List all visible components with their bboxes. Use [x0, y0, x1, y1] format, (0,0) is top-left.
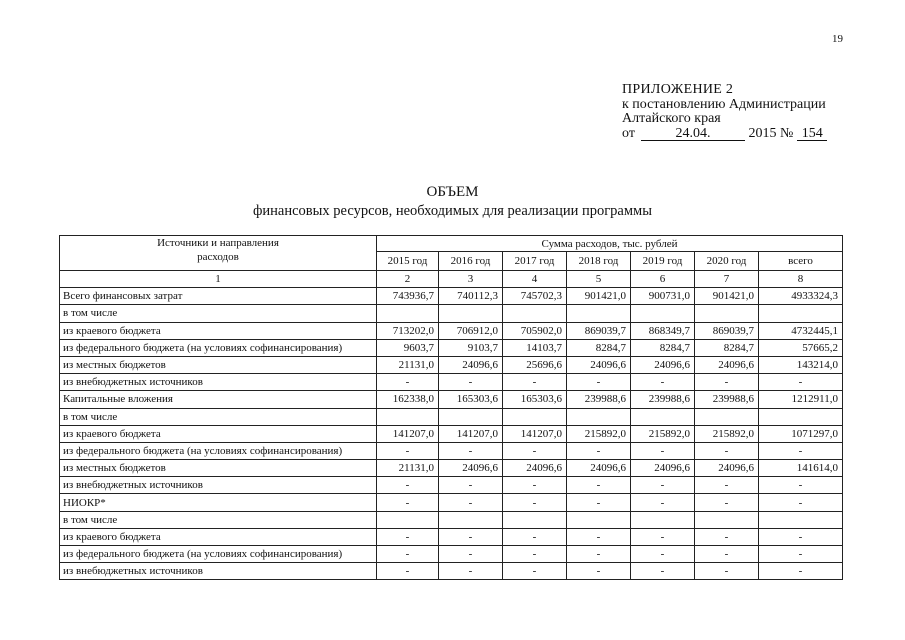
table-row	[60, 546, 843, 563]
table-cell: 24096,6	[439, 460, 503, 477]
table-cell: -	[631, 477, 695, 494]
decree-year: 2015	[748, 125, 777, 141]
appendix-heading: ПРИЛОЖЕНИЕ 2	[622, 82, 734, 97]
table-cell: 9603,7	[377, 339, 439, 356]
table-cell: 141207,0	[377, 425, 439, 442]
table-cell: 24096,6	[631, 356, 695, 373]
row-label: из внебюджетных источников	[60, 563, 377, 580]
table-cell: -	[567, 442, 631, 459]
table-cell: -	[439, 546, 503, 563]
table-cell: 705902,0	[503, 322, 567, 339]
table-cell: -	[631, 546, 695, 563]
row-label: из местных бюджетов	[60, 356, 377, 373]
table-cell: 869039,7	[567, 322, 631, 339]
table-row	[60, 408, 843, 425]
row-label: Капитальные вложения	[60, 391, 377, 408]
table-cell: 24096,6	[631, 460, 695, 477]
table-row	[60, 391, 843, 408]
table-cell	[695, 408, 759, 425]
table-cell: -	[503, 477, 567, 494]
table-row	[60, 288, 843, 305]
table-cell	[439, 511, 503, 528]
year-header: 2020 год	[695, 252, 759, 271]
row-label: Всего финансовых затрат	[60, 288, 377, 305]
table-cell: 21131,0	[377, 460, 439, 477]
document-title: ОБЪЕМ	[426, 184, 479, 200]
row-label: из федерального бюджета (на условиях софинансирования)	[60, 546, 377, 563]
year-header: 2018 год	[567, 252, 631, 271]
table-cell: -	[503, 494, 567, 511]
table-cell: -	[377, 494, 439, 511]
table-row	[60, 442, 843, 459]
table-cell: -	[631, 528, 695, 545]
table-row	[60, 563, 843, 580]
table-cell	[759, 305, 843, 322]
table-cell: -	[439, 494, 503, 511]
table-cell: 1071297,0	[759, 425, 843, 442]
table-cell: 141207,0	[503, 425, 567, 442]
table-row	[60, 322, 843, 339]
table-cell: -	[439, 563, 503, 580]
column-number: 1	[60, 271, 377, 288]
table-cell: 239988,6	[567, 391, 631, 408]
table-cell: 24096,6	[503, 460, 567, 477]
from-label: от	[622, 125, 635, 141]
row-label: в том числе	[60, 305, 377, 322]
table-row	[60, 477, 843, 494]
table-cell: -	[439, 374, 503, 391]
table-cell: 706912,0	[439, 322, 503, 339]
table-cell: 165303,6	[503, 391, 567, 408]
table-cell: -	[377, 546, 439, 563]
table-cell: 239988,6	[631, 391, 695, 408]
table-cell: -	[377, 374, 439, 391]
table-cell: 869039,7	[695, 322, 759, 339]
table-cell: -	[503, 546, 567, 563]
table-cell: -	[503, 563, 567, 580]
table-cell: 740112,3	[439, 288, 503, 305]
table-cell: -	[695, 477, 759, 494]
year-header: 2019 год	[631, 252, 695, 271]
table-cell: -	[567, 477, 631, 494]
table-cell: 141614,0	[759, 460, 843, 477]
table-cell: 901421,0	[695, 288, 759, 305]
table-cell	[503, 511, 567, 528]
table-cell: -	[695, 528, 759, 545]
header-row-1	[60, 236, 843, 252]
table-cell: -	[631, 563, 695, 580]
table-cell: 239988,6	[695, 391, 759, 408]
row-label: из внебюджетных источников	[60, 477, 377, 494]
table-cell	[631, 408, 695, 425]
table-row	[60, 494, 843, 511]
decree-number: 154	[797, 127, 827, 141]
table-cell	[695, 305, 759, 322]
table-cell: -	[377, 442, 439, 459]
table-cell	[377, 305, 439, 322]
table-cell: -	[377, 477, 439, 494]
table-cell: -	[631, 374, 695, 391]
row-label: НИОКР*	[60, 494, 377, 511]
table-cell: 143214,0	[759, 356, 843, 373]
table-cell: 165303,6	[439, 391, 503, 408]
column-number: 7	[695, 271, 759, 288]
table-cell: -	[695, 442, 759, 459]
table-cell: -	[567, 546, 631, 563]
number-sign: №	[779, 125, 794, 141]
table-row	[60, 460, 843, 477]
table-cell: 24096,6	[695, 356, 759, 373]
table-cell: 901421,0	[567, 288, 631, 305]
row-label: из местных бюджетов	[60, 460, 377, 477]
row-label: из федерального бюджета (на условиях софинансирования)	[60, 442, 377, 459]
table-cell: -	[439, 442, 503, 459]
table-cell: 215892,0	[695, 425, 759, 442]
row-label: в том числе	[60, 408, 377, 425]
table-cell: -	[759, 563, 843, 580]
table-cell: 14103,7	[503, 339, 567, 356]
table-cell	[759, 408, 843, 425]
table-cell: 162338,0	[377, 391, 439, 408]
source-header-line-2: расходов	[197, 251, 239, 263]
source-header-line-1: Источники и направления	[157, 237, 279, 249]
sum-header: Сумма расходов, тыс. рублей	[377, 236, 843, 252]
table-cell: -	[695, 374, 759, 391]
row-label: из краевого бюджета	[60, 528, 377, 545]
column-number: 8	[759, 271, 843, 288]
row-label: из краевого бюджета	[60, 425, 377, 442]
table-cell: 8284,7	[631, 339, 695, 356]
row-label: в том числе	[60, 511, 377, 528]
table-cell	[695, 511, 759, 528]
table-cell: 24096,6	[567, 460, 631, 477]
table-cell: -	[503, 374, 567, 391]
year-header: 2016 год	[439, 252, 503, 271]
document-subtitle: финансовых ресурсов, необходимых для реализации программы	[253, 203, 652, 219]
table-cell	[631, 305, 695, 322]
column-number: 2	[377, 271, 439, 288]
table-cell: 868349,7	[631, 322, 695, 339]
table-cell: -	[567, 563, 631, 580]
table-cell: 4732445,1	[759, 322, 843, 339]
table-cell	[503, 305, 567, 322]
table-cell: -	[439, 528, 503, 545]
appendix-line-1: к постановлению Администрации	[622, 96, 826, 112]
table-row	[60, 339, 843, 356]
table-cell: -	[759, 477, 843, 494]
table-cell: 713202,0	[377, 322, 439, 339]
table-row	[60, 356, 843, 373]
table-cell: 4933324,3	[759, 288, 843, 305]
table-cell: 25696,6	[503, 356, 567, 373]
table-cell	[439, 305, 503, 322]
financing-table	[59, 235, 843, 580]
table-cell: -	[567, 494, 631, 511]
table-row	[60, 425, 843, 442]
table-cell: -	[377, 563, 439, 580]
table-cell	[759, 511, 843, 528]
table-cell: -	[759, 494, 843, 511]
table-cell: -	[759, 374, 843, 391]
table-cell: 24096,6	[695, 460, 759, 477]
source-header	[60, 236, 377, 271]
table-cell: 8284,7	[695, 339, 759, 356]
table-cell: -	[631, 442, 695, 459]
table-cell: -	[695, 563, 759, 580]
table-cell: -	[759, 442, 843, 459]
year-header: 2017 год	[503, 252, 567, 271]
table-cell: 24096,6	[439, 356, 503, 373]
table-cell: 1212911,0	[759, 391, 843, 408]
table-cell: -	[377, 528, 439, 545]
row-label: из внебюджетных источников	[60, 374, 377, 391]
table-cell	[439, 408, 503, 425]
column-number: 3	[439, 271, 503, 288]
year-header: 2015 год	[377, 252, 439, 271]
appendix-block	[622, 83, 827, 141]
table-row	[60, 374, 843, 391]
table-cell: 141207,0	[439, 425, 503, 442]
table-cell: -	[695, 546, 759, 563]
appendix-line-2: Алтайского края	[622, 111, 721, 126]
column-number-row	[60, 271, 843, 288]
table-cell: -	[759, 546, 843, 563]
table-cell: -	[503, 528, 567, 545]
year-header: всего	[759, 252, 843, 271]
table-cell: -	[631, 494, 695, 511]
table-cell: 57665,2	[759, 339, 843, 356]
table-cell: 215892,0	[567, 425, 631, 442]
table-cell: 8284,7	[567, 339, 631, 356]
table-cell: -	[567, 528, 631, 545]
column-number: 6	[631, 271, 695, 288]
table-cell: -	[759, 528, 843, 545]
table-row	[60, 511, 843, 528]
table-cell	[377, 511, 439, 528]
table-cell: 24096,6	[567, 356, 631, 373]
table-row	[60, 305, 843, 322]
table-cell: -	[439, 477, 503, 494]
table-cell: 215892,0	[631, 425, 695, 442]
table-cell	[503, 408, 567, 425]
table-cell	[567, 408, 631, 425]
table-cell: -	[695, 494, 759, 511]
table-cell	[567, 511, 631, 528]
table-cell: 900731,0	[631, 288, 695, 305]
row-label: из федерального бюджета (на условиях софинансирования)	[60, 339, 377, 356]
table-cell: 745702,3	[503, 288, 567, 305]
table-cell: 743936,7	[377, 288, 439, 305]
column-number: 5	[567, 271, 631, 288]
page-number: 19	[832, 33, 843, 45]
table-cell: 9103,7	[439, 339, 503, 356]
table-cell	[377, 408, 439, 425]
table-cell: -	[503, 442, 567, 459]
row-label: из краевого бюджета	[60, 322, 377, 339]
appendix-date-line	[622, 127, 827, 142]
table-cell: 21131,0	[377, 356, 439, 373]
decree-date: 24.04.	[641, 127, 745, 141]
column-number: 4	[503, 271, 567, 288]
table-cell: -	[567, 374, 631, 391]
table-cell	[631, 511, 695, 528]
table-cell	[567, 305, 631, 322]
table-row	[60, 528, 843, 545]
